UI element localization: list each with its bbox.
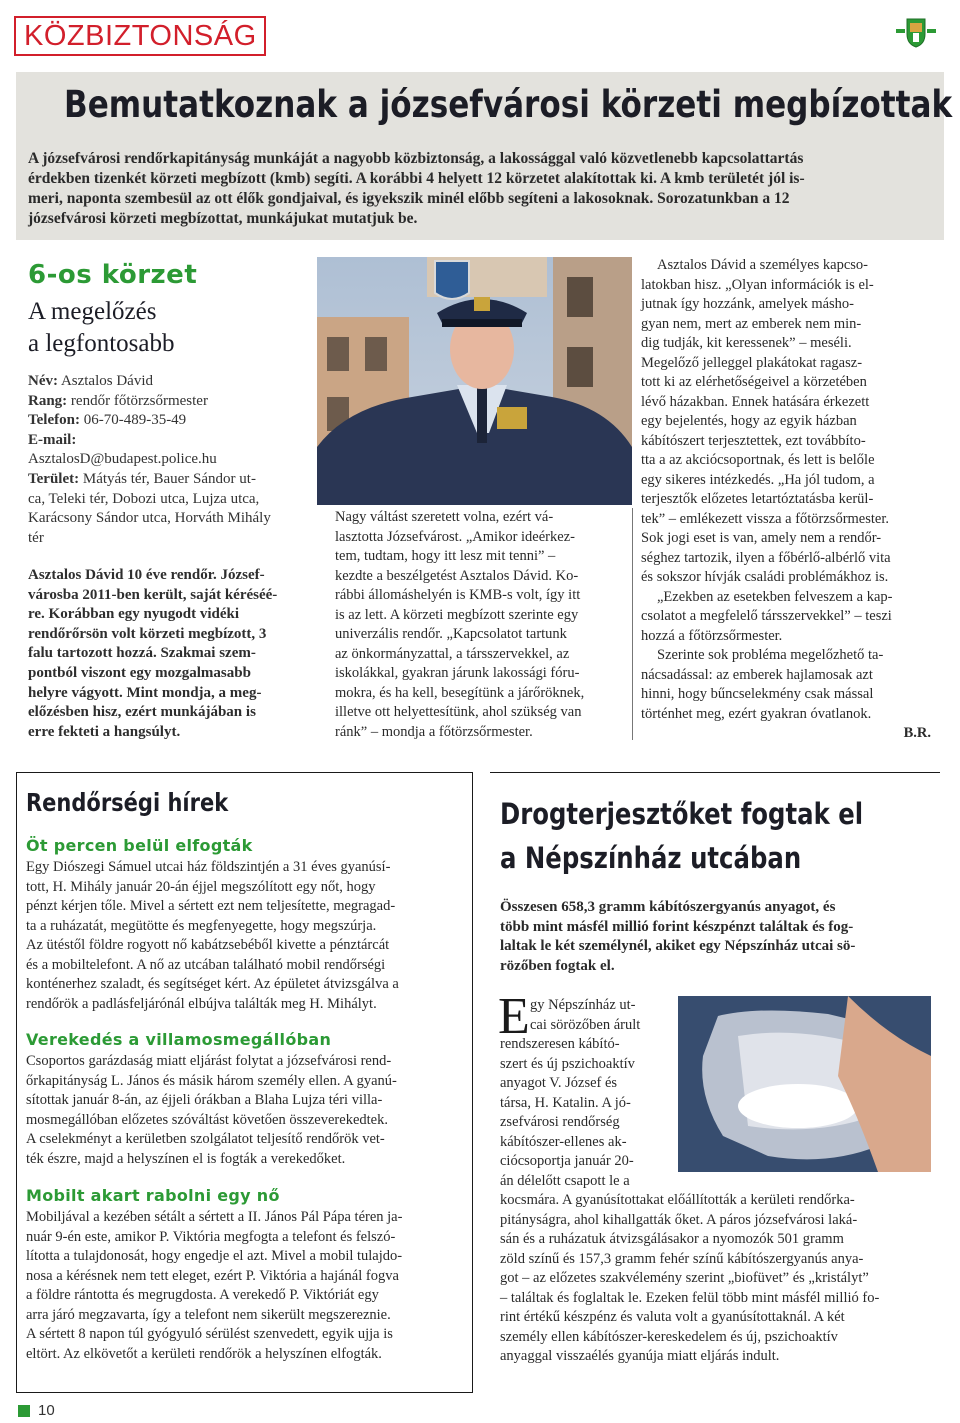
news-line: pénzt kérjen tőle. Mivel a sértett ezt nem teljesítette, megragad- (26, 898, 396, 914)
news-item (26, 1208, 464, 1364)
drug-article-title (500, 792, 870, 880)
profile-line: pontból viszont egy mozgalmasabb (28, 664, 251, 681)
drug-lead-line: több mint másfél millió forint készpénzt találtak és fog- (500, 918, 854, 935)
footer-marker (18, 1405, 30, 1417)
info-email: AsztalosD@budapest.police.hu (28, 451, 217, 468)
news-line: arra járó megzavarta, így a telefont nem sikerült megszereznie. (26, 1306, 391, 1323)
drug-line: cai sörözőben árult (530, 1016, 641, 1033)
officer-profile (28, 566, 320, 742)
lead-line: érdekben tizenkét körzeti megbízott (kmb) segíti. A korábbi 4 helyett 12 körzetet alakítottak ki. A kmb területét jól is- (28, 170, 805, 187)
profile-line: erre fekteti a hangsúlyt. (28, 723, 181, 740)
drug-line: zöld színű és 157,3 gramm fehér színű kábítószergyanús anya- (500, 1250, 864, 1267)
news-heading: Verekedés a villamosmegállóban (26, 1030, 332, 1049)
drug-line: társa, H. Katalin. A jó- (500, 1094, 631, 1111)
news-line: sítottak január 8-án, az éjjeli órákban a Blaha Lujza téri villa- (26, 1092, 383, 1108)
district-subtitle-line: a legfontosabb (28, 330, 175, 357)
caption-line: univerzális rendőr. „Kapcsolatot tartunk (335, 626, 567, 642)
drug-line: sán és a ruházatuk átvizsgálásakor a nyomozók 501 gramm (500, 1231, 844, 1247)
news-line: lította a tulajdonosát, hogy engedje el azt. Mivel a mobil tulajdo- (26, 1248, 403, 1264)
info-area: Terület: Mátyás tér, Bauer Sándor ut- (28, 470, 256, 487)
article-lead (28, 149, 934, 229)
lead-line: meri, naponta szembesül az ott élők gondjaival, és igyekszik minél előbb segíteni a lakosoknak. Sorozatunkban a 12 (28, 190, 790, 207)
news-line: rendőrök a padlásfeljárónál elbújva találták meg H. Mihályt. (26, 995, 377, 1012)
news-item (26, 858, 464, 1014)
caption-line: az önkormányzattal, a társszervekkel, az (335, 645, 570, 662)
drug-line: án délelőtt csapott le a (500, 1172, 630, 1189)
news-line: nosa a kérésnek nem tett eleget, ezért P. Viktória a hajánál fogva (26, 1267, 399, 1284)
news-line: Csoportos garázdaság miatt eljárást folytat a józsefvárosi rend- (26, 1053, 392, 1069)
body-line: séghez tartozik, ilyen a főbérlő-albérlő vita (641, 549, 891, 566)
caption-line: mokra, és ha kell, besegítünk a járőröknek, (335, 684, 585, 701)
caption-line: tem, tudtam, hogy itt lesz mit tenni” – (335, 548, 556, 564)
drug-line: ciócsoportja január 20- (500, 1153, 634, 1169)
caption-line: lasztotta Józsefvárost. „Amikor ideérkez- (335, 528, 575, 545)
news-box-bottom-edge (16, 1392, 473, 1393)
drug-article-lead (500, 898, 931, 976)
drug-line: rint értékű készpénz és valuta volt a gyanúsítottaknál. A két (500, 1309, 845, 1325)
news-line: Egy Diószegi Sámuel utcai ház földszintjén a 31 éves gyanúsí- (26, 859, 391, 875)
info-rank: Rang: rendőr főtörzsőrmester (28, 392, 208, 409)
info-email-label: E-mail: (28, 431, 77, 448)
body-line: kábítószert terjesztettek, ezt továbbíto- (641, 432, 866, 449)
profile-line: falu tartozott hozzá. Szakmai szem- (28, 645, 256, 662)
drug-lead-line: laltak le két személynél, akiket egy Népszínház utcai sö- (500, 938, 856, 954)
news-line: eltört. Az elkövetőt a kerületi rendőrök a helyszínen elfogták. (26, 1345, 382, 1362)
body-line: lévő házakban. Ennek hatására érkezett (641, 393, 870, 410)
body-line: tta a az akciócsoportnak, és lett is belőle (641, 452, 875, 468)
info-area-line: Karácsony Sándor utca, Horváth Mihály (28, 510, 271, 527)
news-line: ték észre, majd a helyszínen el is fogták a verekedőket. (26, 1150, 346, 1167)
news-line: konténerhez szaladt, és segítséget kért. Az épületet átvizsgálva a (26, 976, 399, 992)
drug-line: got – az előzetes szakvélemény szerint „biofüvet” és „kristályt” (500, 1270, 869, 1286)
caption-line: ránk” – mondja a főtörzsőrmester. (335, 723, 533, 740)
drug-line: anyaggal visszaélés gyanúja miatt eljárás indult. (500, 1348, 780, 1364)
body-line: terjesztők előzetes letartóztatásba kerül- (641, 491, 874, 507)
news-line: Az ütéstől földre rogyott nő kabátzsebéből kivette a pénztárcát (26, 937, 390, 953)
body-line: egy sikeres intézkedés. „Ha jól tudom, a (641, 471, 875, 488)
drug-title-line: Drogterjesztőket fogtak el (500, 797, 864, 831)
caption-column (335, 508, 627, 742)
body-line: hozzá a főtörzsőrmester. (641, 627, 783, 644)
body-line: tek” – emlékezett vissza a főtörzsőrmester. (641, 510, 890, 527)
drug-line: – találtak és foglaltak le. Ezeken felül több mint másfél millió fo- (500, 1289, 880, 1306)
news-line: A cselekményt a kerületben szolgálatot teljesítő rendőrök vet- (26, 1131, 385, 1147)
caption-line: illetve ott helyettesítünk, ahol szükség van (335, 704, 582, 720)
drug-line: kábítószer-ellenes ak- (500, 1133, 627, 1150)
body-line: „Ezekben az esetekben felveszem a kap- (657, 588, 893, 605)
info-area-line: tér (28, 529, 44, 546)
profile-line: városba 2011-ben került, saját kéréséé- (28, 586, 278, 603)
page-number: 10 (38, 1402, 55, 1419)
news-line: A sértett 8 napon túl gyógyuló sérülést szenvedett, egyik ujja is (26, 1326, 393, 1342)
body-line: tott ki az elérhetőségeivel a körzetében (641, 374, 867, 390)
news-line: nuár 9-én este, amikor P. Viktória megfogta a telefont és felszó- (26, 1228, 396, 1245)
police-officer-photo-icon (317, 257, 632, 505)
drug-line: pitányságra, ahol kihallgatták őket. A páros józsefvárosi laká- (500, 1211, 858, 1228)
column-divider (632, 508, 633, 740)
news-line: ta a ruházatát, megütötte és megfenyegette, hogy megszúrja. (26, 917, 377, 934)
body-line: gyan nem, mert az emberek nem min- (641, 315, 862, 332)
officer-info (28, 372, 320, 548)
news-title: Rendőrségi hírek (26, 788, 229, 817)
section-label: KÖZBIZTONSÁG (14, 16, 266, 56)
caption-line: kezdte a beszélgetést Asztalos Dávid. Ko- (335, 567, 579, 584)
coat-of-arms-icon (896, 16, 936, 50)
drug-lead-line: rözőben fogtak el. (500, 957, 615, 974)
body-line: dig tudják, kit keressenek” – meséli. (641, 335, 852, 351)
drug-title-line: a Népszínház utcában (500, 841, 802, 875)
body-line: nácsadással: az emberek hajlamosak azt (641, 666, 873, 683)
news-heading: Mobilt akart rabolni egy nő (26, 1186, 280, 1205)
caption-line: is az lett. A körzeti megbízott szerinte egy (335, 606, 579, 623)
section-divider-right (490, 772, 940, 773)
drop-cap: E (498, 988, 530, 1045)
drug-line: szert és új pszichoaktív (500, 1055, 635, 1072)
profile-line: előzésben hisz, ezért munkájában is (28, 704, 256, 721)
drug-line: személy ellen kábítószer-kereskedelem és új, pszichoaktív (500, 1328, 838, 1345)
body-line: Szerinte sok probléma megelőzhető ta- (657, 647, 884, 663)
news-box-left-edge (16, 772, 17, 1392)
body-line: Sok jogi eset is van, amely nem a rendőr- (641, 530, 882, 546)
news-box-right-edge (472, 772, 473, 1392)
signature: B.R. (903, 725, 931, 741)
body-line: Megelőző jelleggel plakátokat ragasz- (641, 354, 863, 371)
body-line: és sokszor hívják családi problémákhoz is. (641, 569, 889, 585)
profile-line: rendőrőrsön volt körzeti megbízott, 3 (28, 625, 267, 642)
body-line: történhet meg, ezért gyakran óvatlanok. (641, 705, 872, 722)
news-heading: Öt percen belül elfogták (26, 836, 253, 855)
body-line: Asztalos Dávid a személyes kapcso- (657, 257, 868, 273)
caption-line: Nagy váltást szeretett volna, ezért vá- (335, 509, 554, 525)
news-line: és a mobiltelefont. A nő az utcában található mobil rendőrségi (26, 956, 386, 973)
news-line: a földre rántotta és megrugdosta. A verekedő P. Viktóriát egy (26, 1287, 379, 1303)
drug-narrow-text (500, 996, 666, 1191)
profile-line: helyre vágyott. Mint mondja, a meg- (28, 684, 262, 701)
lead-line: A józsefvárosi rendőrkapitányság munkáját a nagyobb közbiztonság, a lakossággal való közvetlenebb kapcsolattartás (28, 150, 804, 167)
district-subtitle-line: A megelőzés (28, 298, 157, 325)
news-line: őrkapitányság L. János és másik három személy ellen. A gyanú- (26, 1072, 397, 1089)
lead-line: józsefvárosi körzeti megbízottat, munkájukat mutatjuk be. (28, 210, 418, 227)
caption-line: rábbi állomáshelyén is KMB-s volt, így itt (335, 587, 581, 603)
district-subtitle (28, 296, 318, 360)
drug-line: anyagot V. József és (500, 1075, 618, 1091)
news-line: tott, H. Mihály január 20-án éjjel megszólított egy nőt, hogy (26, 878, 376, 895)
profile-line: Asztalos Dávid 10 éve rendőr. József- (28, 567, 265, 583)
info-area-line: ca, Teleki tér, Dobozi utca, Lujza utca, (28, 490, 260, 507)
caption-line: iskolákkal, gyakran járunk lakossági fóru- (335, 665, 580, 681)
news-line: Mobiljával a kezében sétált a sértett a II. János Pál Pápa téren ja- (26, 1209, 403, 1225)
drug-line: gy Népszínház ut- (530, 997, 636, 1013)
drug-bag-photo-icon (678, 996, 931, 1172)
info-name: Név: Asztalos Dávid (28, 373, 154, 389)
district-title: 6-os körzet (28, 260, 198, 290)
news-item (26, 1052, 464, 1169)
news-line: mosmegállóban előzetes szóváltást követően összeverekedtek. (26, 1111, 388, 1128)
drug-line: kocsmára. A gyanúsítottakat előállították a kerületi rendőrka- (500, 1192, 855, 1208)
profile-line: re. Korábban egy nyugodt vidéki (28, 606, 240, 623)
info-phone: Telefon: 06-70-489-35-49 (28, 412, 187, 429)
article-headline: Bemutatkoznak a józsefvárosi körzeti megbízottak (64, 83, 953, 126)
body-line: jutnak így hozzánk, amelyek másho- (641, 296, 855, 312)
drug-line: rendszeresen kábító- (500, 1036, 620, 1052)
section-divider-left (16, 772, 472, 773)
body-line: csolatot a megfelelő társszervekkel” – teszi (641, 608, 892, 624)
drug-lead-line: Összesen 658,3 gramm kábítószergyanús anyagot, és (500, 899, 836, 915)
body-line: hinni, hogy bűncselekmény csak mással (641, 686, 874, 702)
right-column (641, 256, 931, 744)
body-line: latokban hisz. „Olyan információk is el- (641, 276, 874, 293)
drug-line: zsefvárosi rendőrség (500, 1114, 620, 1130)
drug-wide-text (500, 1191, 931, 1367)
body-line: egy bejelentés, hogy az egyik házban (641, 413, 857, 429)
